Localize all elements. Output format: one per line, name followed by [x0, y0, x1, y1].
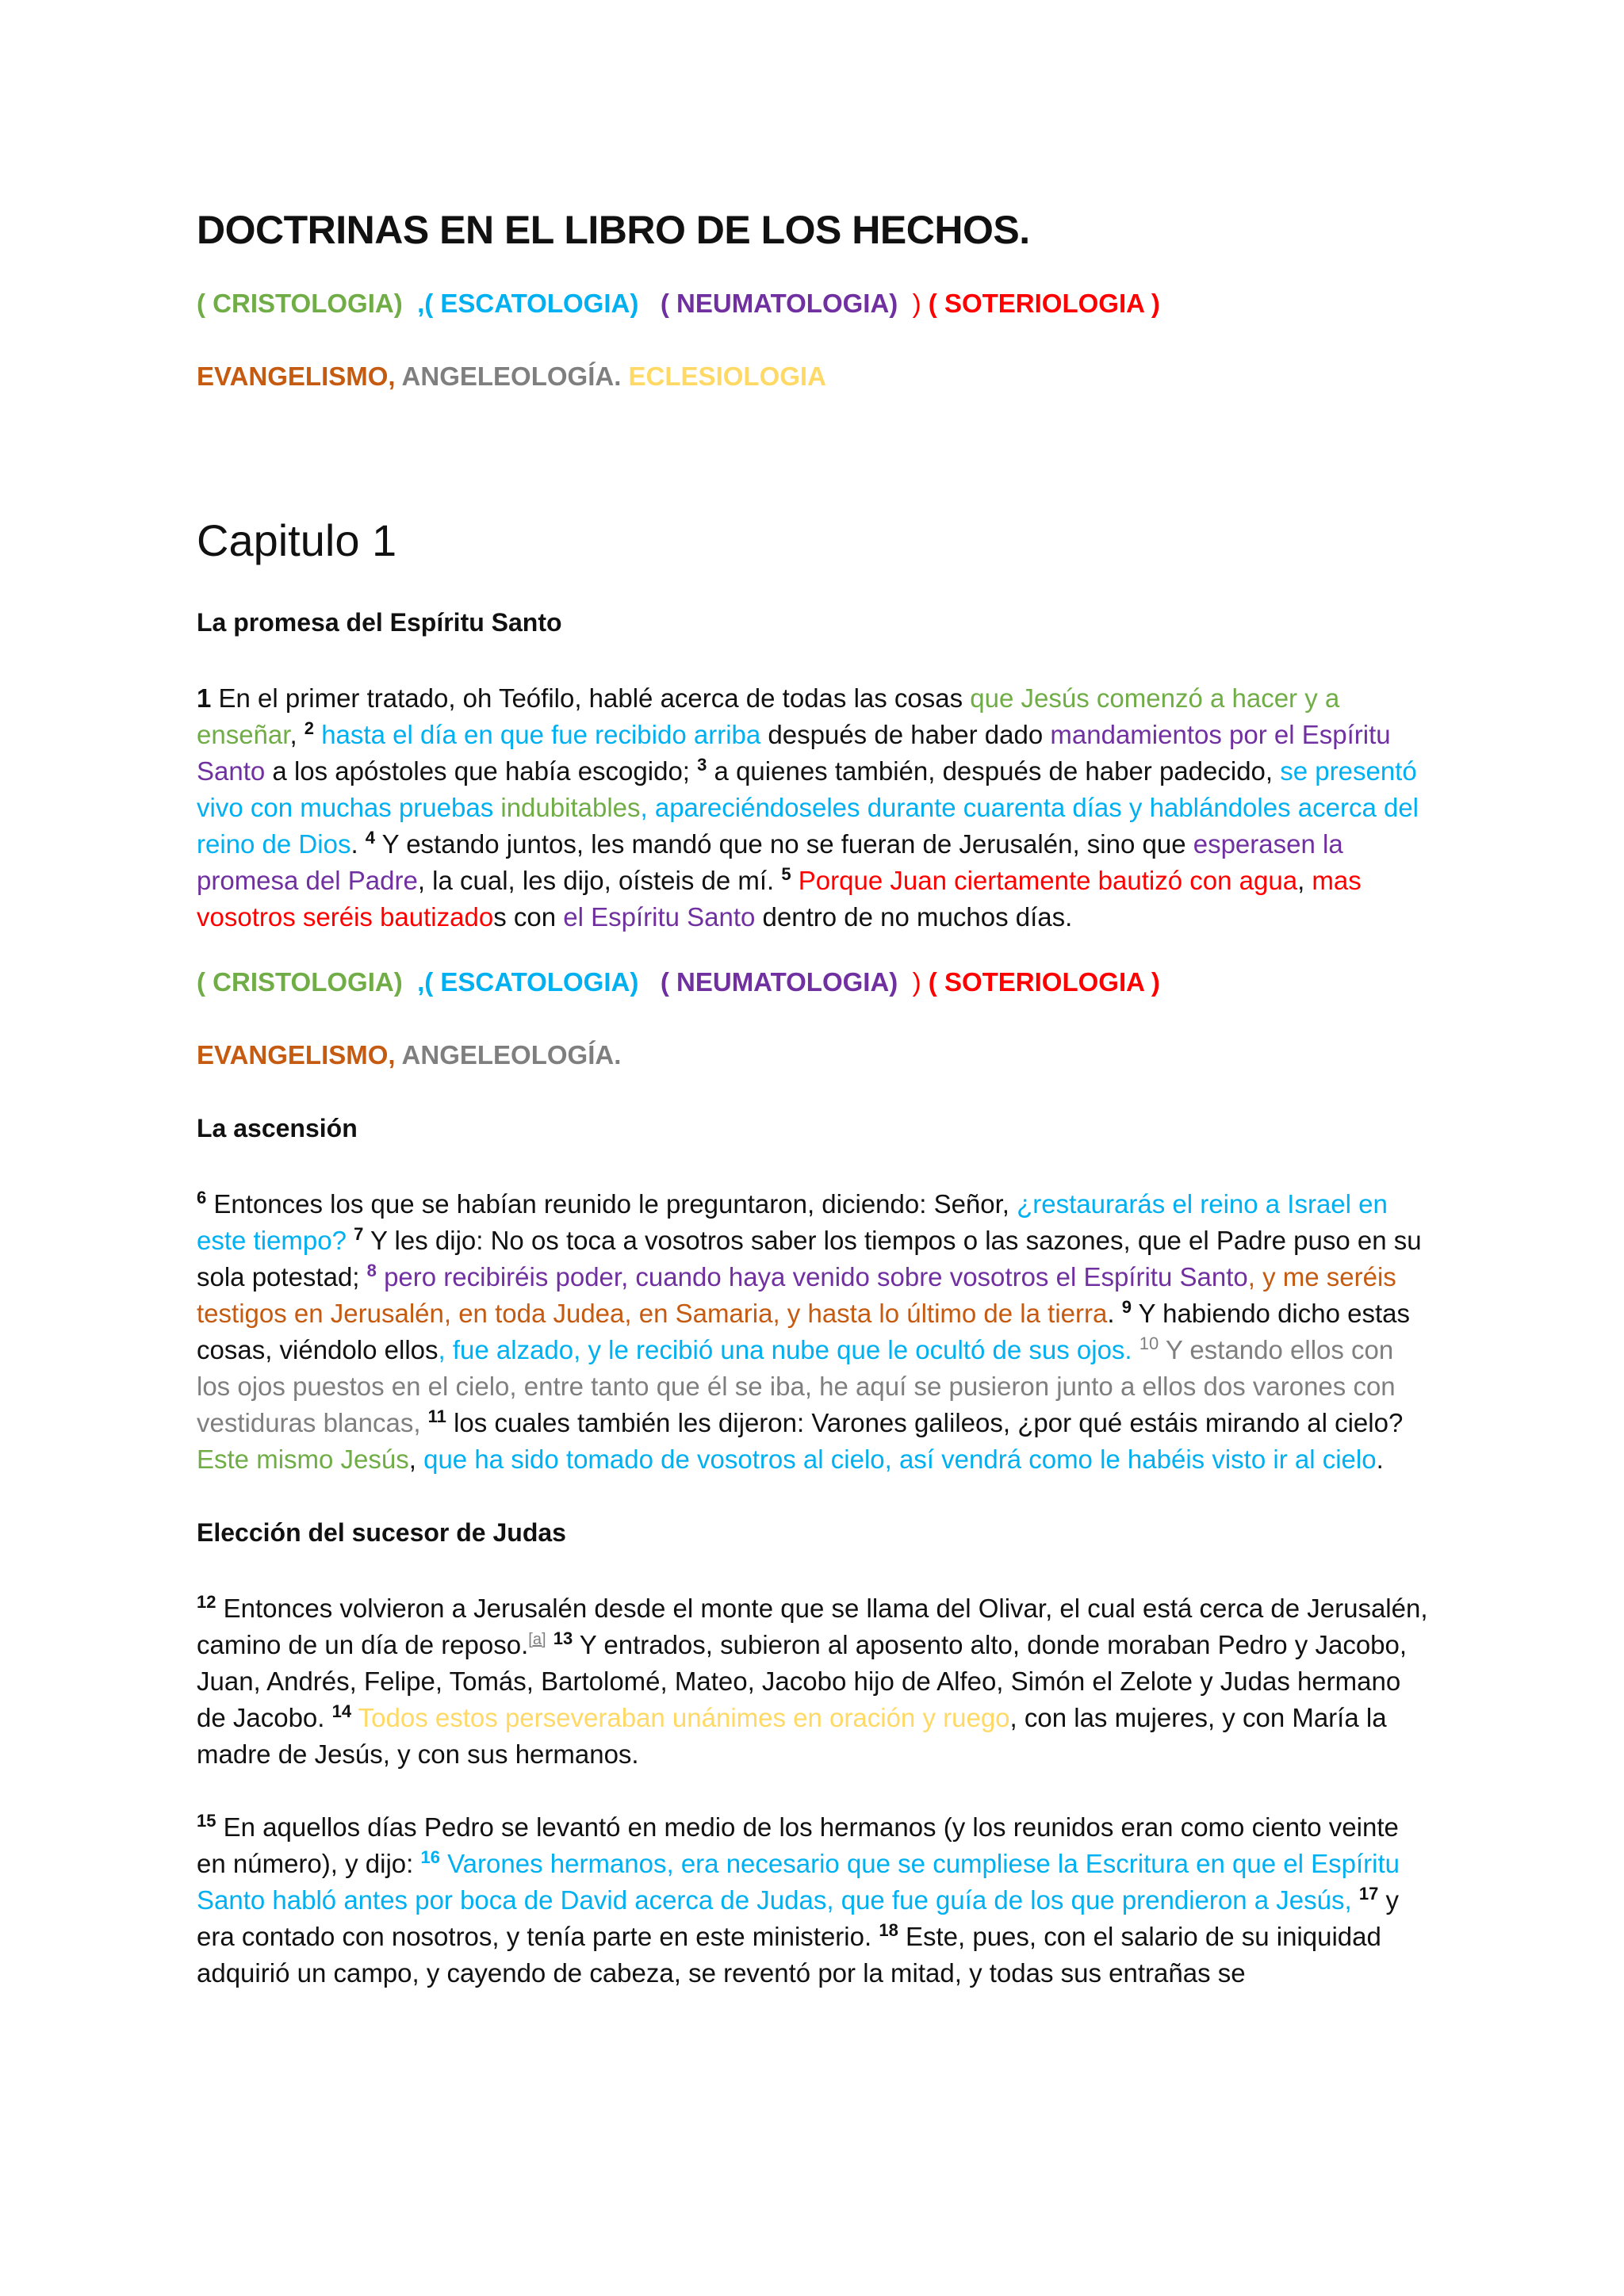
section-heading-promesa: La promesa del Espíritu Santo — [197, 608, 562, 637]
verse-text-neumatologia: mandamientos por el Espíritu Santo — [197, 720, 1391, 786]
verse-text: Y habiendo dicho estas cosas, viéndolo ellos — [197, 1299, 1410, 1364]
verse-text: Entonces los que se habían reunido le preguntaron, diciendo: Señor, — [206, 1189, 1017, 1219]
verse-text: y era contado con nosotros, y tenía parte en este ministerio. — [197, 1885, 1400, 1951]
verse-text: a quienes también, después de haber padecido, — [707, 756, 1281, 786]
verse-number: 7 — [354, 1224, 364, 1244]
verse-text-soteriologia: mas vosotros seréis bautizado — [197, 866, 1362, 932]
verses-6-11 — [197, 1186, 1434, 1478]
verse-text-neumatologia: pero recibiréis poder, cuando haya venido sobre vosotros el Espíritu Santo — [376, 1262, 1248, 1292]
verse-number: 8 — [366, 1261, 377, 1280]
verse-text: , con las mujeres, y con María la madre de Jesús, y con sus hermanos. — [197, 1703, 1387, 1769]
verse-number: 3 — [697, 755, 707, 775]
verse-number: 2 — [304, 718, 315, 738]
legend-soteriologia: ( SOTERIOLOGIA ) — [928, 289, 1160, 318]
verse-text-evangelismo: , y me seréis testigos en Jerusalén, en toda Judea, en Samaria, y hasta lo último de la tierra — [197, 1262, 1396, 1328]
doctrine-legend-line-2-repeat — [197, 1037, 1434, 1073]
legend-angeleologia: ANGELEOLOGÍA. — [401, 1040, 622, 1070]
doctrine-legend-line-2 — [197, 358, 1434, 395]
section-heading-ascension: La ascensión — [197, 1114, 358, 1142]
verse-number: 15 — [197, 1811, 216, 1831]
legend-closing-paren: ) — [912, 289, 921, 318]
verse-text: . — [1107, 1299, 1122, 1328]
verse-number: 12 — [197, 1592, 216, 1612]
verse-text: dentro de no muchos días. — [755, 902, 1073, 932]
verse-text-escatologia: Varones hermanos, era necesario que se cumpliese la Escritura en que el Espíritu Santo habló antes por boca de David acerca de Judas, que fue guía de los que prendieron a Jesús, — [197, 1849, 1400, 1915]
verse-text: después de haber dado — [760, 720, 1051, 749]
verse-text: , — [289, 720, 304, 749]
legend-cristologia: ( CRISTOLOGIA) — [197, 289, 403, 318]
verse-text: , — [408, 1445, 424, 1474]
verse-text — [546, 1630, 553, 1659]
verses-1-5 — [197, 680, 1434, 936]
verse-text: Y estando juntos, les mandó que no se fueran de Jerusalén, sino que — [375, 829, 1193, 859]
legend-evangelismo: EVANGELISMO, — [197, 362, 396, 391]
footnote-link[interactable]: [a] — [528, 1631, 546, 1648]
verse-text: Este, pues, con el salario de su iniquidad adquirió un campo, y cayendo de cabeza, se reventó por la mitad, y todas sus entrañas se — [197, 1922, 1381, 1988]
doctrine-legend-line-1 — [197, 285, 1434, 322]
verse-text-cristologia: que Jesús comenzó a hacer y a enseñar — [197, 683, 1340, 749]
verse-text — [1352, 1885, 1359, 1915]
verse-text-neumatologia: esperasen la promesa del Padre — [197, 829, 1343, 895]
chapter-heading: Capitulo 1 — [197, 515, 397, 565]
verse-text-escatologia: , apareciéndoseles durante cuarenta días y hablándoles acerca del reino de Dios — [197, 793, 1419, 859]
verse-number: 9 — [1121, 1297, 1132, 1317]
legend-evangelismo: EVANGELISMO, — [197, 1040, 396, 1070]
document-title: DOCTRINAS EN EL LIBRO DE LOS HECHOS. — [197, 208, 1030, 252]
verse-text: a los apóstoles que había escogido; — [265, 756, 698, 786]
verse-text-soteriologia: Porque Juan ciertamente bautizó con agua — [791, 866, 1298, 895]
verses-15-18 — [197, 1809, 1434, 1992]
verse-text: Entonces volvieron a Jerusalén desde el monte que se llama del Olivar, el cual está cerca de Jerusalén, camino de un día de reposo. — [197, 1594, 1428, 1659]
doctrine-legend-line-1-repeat — [197, 964, 1434, 1001]
verse-text: En aquellos días Pedro se levantó en medio de los hermanos (y los reunidos eran como ciento veinte en número), y dijo: — [197, 1812, 1399, 1878]
legend-escatologia: ,( ESCATOLOGIA) — [417, 289, 639, 318]
verse-text: , — [1297, 866, 1312, 895]
verse-text — [420, 1408, 427, 1437]
verse-number: 10 — [1139, 1334, 1159, 1353]
verse-text: Y entrados, subieron al aposento alto, donde moraban Pedro y Jacobo, Juan, Andrés, Felipe, Tomás, Bartolomé, Mateo, Jacobo hijo de Alfeo, Simón el Zelote y Judas hermano de Jacobo. — [197, 1630, 1408, 1732]
verse-number: 6 — [197, 1188, 207, 1207]
verse-text: s con — [493, 902, 564, 932]
legend-eclesiologia: ECLESIOLOGIA — [628, 362, 826, 391]
verse-text: Y les dijo: No os toca a vosotros saber los tiempos o las sazones, que el Padre puso en su sola potestad; — [197, 1226, 1422, 1292]
verse-number: 17 — [1358, 1884, 1379, 1904]
verse-number: 11 — [427, 1406, 446, 1426]
verse-number: 1 — [197, 683, 212, 713]
legend-soteriologia: ( SOTERIOLOGIA ) — [928, 967, 1160, 997]
verse-number: 16 — [420, 1847, 440, 1867]
verse-text-escatologia: ¿restaurarás el reino a Israel en este tiempo? — [197, 1189, 1388, 1255]
verse-text-eclesiologia: Todos estos perseveraban unánimes en oración y ruego — [351, 1703, 1010, 1732]
verse-text-cristologia: Este mismo Jesús — [197, 1445, 409, 1474]
legend-angeleologia: ANGELEOLOGÍA. — [401, 362, 622, 391]
verse-text-escatologia: , fue alzado, y le recibió una nube que le ocultó de sus ojos. — [438, 1335, 1132, 1364]
verse-text-escatologia: que ha sido tomado de vosotros al cielo, así vendrá como le habéis visto ir al cielo — [423, 1445, 1377, 1474]
document-page — [197, 190, 1434, 1992]
verse-text: En el primer tratado, oh Teófilo, hablé acerca de todas las cosas — [211, 683, 971, 713]
verse-text: , la cual, les dijo, oísteis de mí. — [417, 866, 782, 895]
legend-closing-paren: ) — [912, 967, 921, 997]
section-heading-eleccion: Elección del sucesor de Judas — [197, 1518, 566, 1547]
legend-neumatologia: ( NEUMATOLOGIA) — [660, 289, 898, 318]
legend-cristologia: ( CRISTOLOGIA) — [197, 967, 403, 997]
verse-number: 14 — [331, 1701, 352, 1721]
verse-text: . — [1376, 1445, 1384, 1474]
verse-text: . — [350, 829, 366, 859]
verse-number: 5 — [781, 864, 791, 884]
verse-text-angeleologia: Y estando ellos con los ojos puestos en el cielo, entre tanto que él se iba, he aquí se pusieron junto a ellos dos varones con vestiduras blancas, — [197, 1335, 1396, 1437]
verses-12-14 — [197, 1590, 1434, 1773]
verse-text-escatologia: se presentó vivo con muchas pruebas — [197, 756, 1417, 822]
legend-neumatologia: ( NEUMATOLOGIA) — [660, 967, 898, 997]
verse-text-neumatologia: el Espíritu Santo — [563, 902, 756, 932]
verse-text — [347, 1226, 354, 1255]
legend-escatologia: ,( ESCATOLOGIA) — [417, 967, 639, 997]
verse-number: 4 — [365, 828, 376, 848]
verse-number: 18 — [879, 1920, 898, 1940]
verse-text: los cuales también les dijeron: Varones galileos, ¿por qué estáis mirando al cielo? — [446, 1408, 1404, 1437]
verse-text-cristologia: indubitables — [500, 793, 641, 822]
verse-text-escatologia: hasta el día en que fue recibido arriba — [314, 720, 761, 749]
verse-number: 13 — [553, 1628, 573, 1648]
verse-text — [1132, 1335, 1139, 1364]
